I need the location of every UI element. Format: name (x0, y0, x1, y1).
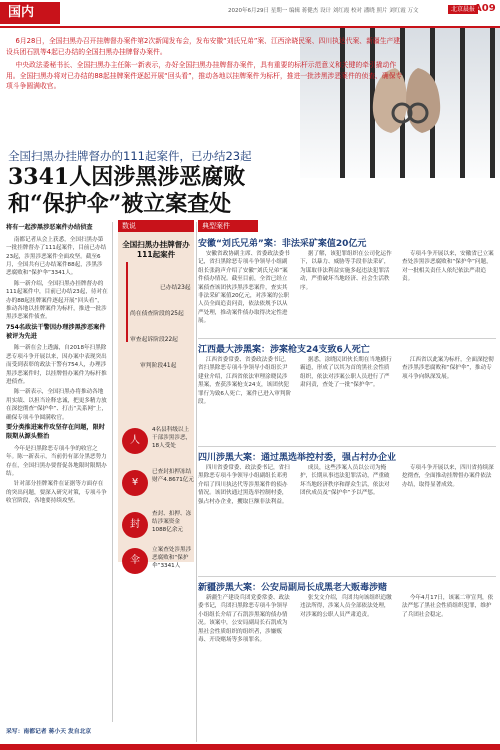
case-3-text-c: 专项斗争开展以来，四川省持续深挖彻查，全面推动挂牌督办案件依法办结，取得显著成效。 (402, 465, 494, 488)
stat-label-2: 尚在侦查阶段的25起 (130, 311, 184, 317)
umbrella-icon: 伞 (122, 548, 148, 574)
subhead-1: 将有一起涉黑涉恶案件办结侦查 (6, 224, 93, 231)
case-4-text-b: 张戈文介绍，兵团共向该组织追缴违法所得，涉案人员全部依法处理，对涉案的公职人员严肃追责。 (300, 595, 392, 618)
case-separator (198, 576, 496, 577)
paper-badge: 北京晨报 (448, 5, 478, 14)
column-rule-1 (112, 222, 113, 722)
cases-tab: 典型案件 (198, 220, 258, 232)
stat-label-3: 审查起诉阶段22起 (130, 337, 178, 343)
subhead-2: 754名政法干警因办理涉黑涉恶案件被评为先进 (6, 323, 106, 340)
case-1-text-a: 安徽省政协副主席、省委政法委书记，省扫黑除恶专项斗争领导小组副组长张韵声介绍了安徽“刘氏兄弟”案件侦办情况。截至目前，全省已经立案侦查该团伙涉黑涉恶案件，查实其非法采矿案值20亿元，对涉案的公职人员全面追责问责，依法依规予以从严处理，推动案件侦办取得决定性进展。 (198, 251, 290, 325)
left-column (6, 222, 108, 508)
case-2-text-b: 据悉，涂晓民团伙长期在当地横行霸道，形成了以其为首的黑社会性质组织，依法对涉案公职人员进行了严肃问责，查处了一批“保护伞”。 (300, 357, 392, 389)
bottom-bar (0, 744, 500, 750)
case-3-text-b: 成员，这些涉案人员以公司为掩护，长期从事违法犯罪活动，严重破坏当地经济秩序和群众生活，依法对团伙成员及“保护伞”予以严惩。 (300, 465, 390, 497)
lead-paragraph-2: 中央政法委秘书长、全国扫黑办主任陈一新表示，办好全国扫黑办挂牌督办案件，具有重要的标杆示范意义和关键的牵引撬动作用。全国扫黑办将对已办结的88起挂牌案件逐起开展“回头看”，推动各地以挂牌案件为标杆，推进一批涉黑涉恶案件的侦查、确保专项斗争圆满收官。 (6, 61, 403, 90)
section-label: 国内 (0, 2, 60, 24)
case-2-text-c: 江西省以此案为标杆，全面深挖彻查涉黑涉恶腐败和“保护伞”，推动专项斗争向纵深发展。 (402, 357, 494, 380)
byline: 采写：南都记者 蒋小天 发自北京 (6, 729, 92, 735)
case-1-text-b: 据了解，该犯罪组织在公司化运作下，以暴力、威胁等手段非法采矿，为谋取非法利益实施多起违法犯罪活动，严重破坏当地经济、社会生活秩序。 (300, 251, 392, 291)
seal-icon: 封 (122, 512, 148, 538)
column-rule-2 (196, 222, 197, 742)
infographic-item-1: 4名县科级以上干部涉黑涉恶，18人受处 (152, 427, 192, 449)
infographic-tab: 数说 (118, 220, 194, 232)
stat-label-4: 审判阶段41起 (140, 363, 177, 369)
left-paragraph: 陈一新表示，全国扫黑办将推动各地用实绩、以担当诠释忠诚，把更多精力放在深挖彻查“保护伞”、打击“关系网”上，确保专项斗争圆满收官。 (6, 389, 108, 421)
infographic-heading: 全国扫黑办挂牌督办111起案件 (122, 240, 190, 259)
headline (8, 164, 245, 218)
stat-stick-2 (126, 292, 128, 342)
case-separator (198, 446, 496, 447)
page-number: A09 (474, 3, 496, 14)
subhead-3: 要分类推进案件攻坚存在问题，限时限期从源头整治 (6, 424, 105, 440)
person-icon: 人 (122, 428, 148, 454)
infographic-item-2: 已查封扣押冻结财产4.8671亿元 (152, 469, 194, 483)
masthead-info: 2020年6月29日 星期一 编辑 蒋健杰 设计 刘红霞 校对 潘晓 照片 刘红霞 万文 (228, 8, 419, 14)
headline-line-1: 3341人因涉黑涉恶腐败 (8, 164, 246, 190)
kicker: 全国扫黑办挂牌督办的111起案件，已办结23起 (8, 149, 252, 163)
money-icon: ¥ (122, 470, 148, 496)
case-heading-4: 新疆涉黑大案：公安局副局长成黑老大贩毒涉赌 (198, 583, 388, 593)
case-heading-1: 安徽“刘氏兄弟”案：非法采矿案值20亿元 (198, 239, 367, 249)
lead-paragraphs (6, 36, 404, 95)
left-paragraph: 陈一新在会上透露，自2018年扫黑除恶专项斗争开展以来，因办案中表现突出而受到表彰的政法干警有754人，办理涉黑涉恶案件时，以挂牌督办案件为标杆推进侦查。 (6, 345, 107, 386)
left-paragraph: 针对部分挂牌案件在证据等方面存在的突出问题，要深入研究对策，专项斗争收官阶段，各地要持续攻坚。 (6, 481, 107, 505)
case-heading-3: 四川涉黑大案：通过黑选举控村委，强占村办企业 (198, 453, 397, 463)
case-4-text-c: 今年4月17日，该案二审宣判，依法严惩了黑社会性质组织犯罪，维护了兵团社会稳定。 (402, 595, 494, 618)
case-separator (198, 338, 496, 339)
case-heading-2: 江西最大涉黑案：涉案枪支24支致6人死亡 (198, 345, 370, 355)
headline-line-2: 和“保护伞”被立案查处 (8, 191, 232, 217)
left-paragraph: 今年是扫黑除恶专项斗争的收官之年。陈一新表示，当前仍有部分黑恶势力存在，全国扫黑办要督促各地限时限期办结。 (6, 445, 107, 477)
left-paragraph: 南都记者从会上获悉，全国扫黑办第一批挂牌督办了111起案件，目前已办结23起，涉黑涉恶案件全面攻坚。截至6月，全国共有已办结案件88起，涉黑涉恶腐败和“保护伞”3341人。 (6, 236, 107, 277)
infographic-item-4: 立案查处涉黑涉恶腐败和“保护伞”3341人 (152, 547, 192, 569)
case-4-text-a: 新疆生产建设兵团党委常委、政法委书记，兵团扫黑除恶专项斗争领导小组组长介绍了石凯涉黑案的侦办情况。该案中，公安局副局长石凯成为黑社会性质组织的组织者，涉嫌贩毒、开设赌场等多项罪名。 (198, 595, 290, 644)
left-paragraph: 陈一新介绍，全国扫黑办挂牌督办的111起案件中，目前已办结23起，待对在办的88起挂牌案件逐起开展“回头看”，推动各地以挂牌案件为标杆，推进一批涉黑涉恶案件侦查。 (6, 280, 108, 321)
case-1-text-c: 专项斗争开展以来，安徽省已立案查处涉黑涉恶腐败和“保护伞”问题，对一批相关责任人依纪依法严肃追责。 (402, 251, 494, 283)
case-2-text-a: 江西省委常委、省委政法委书记，省扫黑除恶专项斗争领导小组组长尹建业介绍，江西省依法审理涂晓民涉黑案，查获涉案枪支24支，该团伙犯罪行为致6人死亡，案件已进入审判阶段。 (198, 357, 292, 406)
infographic-item-3: 查封、扣押、冻结涉案资金1088亿余元 (152, 511, 192, 533)
case-3-text-a: 四川省委常委、政法委书记，省扫黑除恶专项斗争领导小组副组长邓勇介绍了四川执达代等涉黑案件的侦办情况。该团伙通过黑选举控制村委，强占村办企业，攫取巨额非法利益。 (198, 465, 290, 505)
masthead (0, 0, 500, 26)
lead-paragraph-1: 6月28日，全国扫黑办召开挂牌督办案件第2次新闻发布会，发布安徽“刘氏兄弟”案、江西涂晓民案、四川执达代案、新疆生产建设兵团石凯等4起已办结的全国扫黑办挂牌督办案件。 (6, 37, 401, 56)
stat-label-1: 已办结23起 (160, 285, 191, 291)
